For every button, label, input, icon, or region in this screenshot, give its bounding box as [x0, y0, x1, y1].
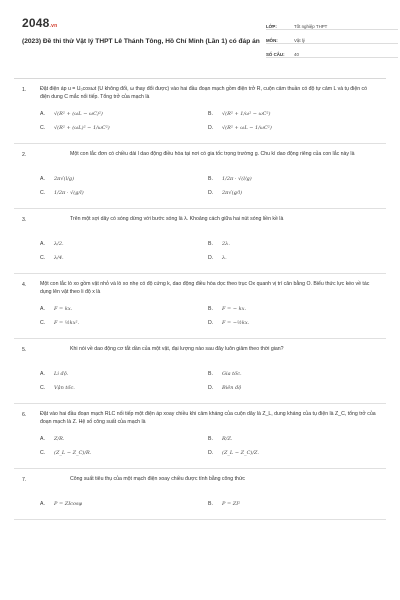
answer-option[interactable]: [208, 434, 376, 444]
question-number: 1.: [22, 86, 27, 93]
answer-option[interactable]: [208, 109, 376, 119]
option-text: λ/2.: [54, 240, 64, 247]
option-text: 2λ.: [222, 240, 230, 247]
option-letter: D.: [208, 449, 214, 456]
answer-option[interactable]: [40, 188, 208, 198]
question-item: [14, 79, 386, 144]
option-letter: A.: [40, 240, 45, 247]
option-letter: D.: [208, 189, 214, 196]
question-item: [14, 144, 386, 209]
meta-row: [266, 32, 398, 44]
option-letter: A.: [40, 110, 45, 117]
option-letter: D.: [208, 254, 214, 261]
question-number: 4.: [22, 281, 27, 288]
answer-option[interactable]: [208, 318, 376, 328]
option-letter: B.: [208, 240, 213, 247]
answer-option[interactable]: [40, 123, 208, 133]
answer-option[interactable]: [208, 448, 376, 458]
answer-option[interactable]: [40, 499, 208, 509]
option-text: 2π√(g/l): [222, 189, 243, 196]
option-letter: B.: [208, 435, 213, 442]
answer-option[interactable]: [40, 174, 208, 184]
logo-text: 2048: [22, 16, 50, 30]
question-item: [14, 469, 386, 520]
option-letter: C.: [40, 189, 46, 196]
option-letter: C.: [40, 449, 46, 456]
option-text: Biên độ: [222, 384, 242, 391]
question-text: Đặt vào hai đầu đoạn mạch RLC nối tiếp một điện áp xoay chiều khi cảm kháng của cuộn dây là Z_L, dung kháng của tụ điện là Z_C, tổng trở của đoạn mạch là Z. Hệ số công suất của mạch là: [40, 410, 376, 426]
answer-option[interactable]: [208, 383, 376, 393]
answer-options: [40, 434, 376, 458]
answer-option[interactable]: [208, 239, 376, 249]
answer-option[interactable]: [40, 369, 208, 379]
question-text: Một con lắc lò xo gồm vật nhỏ và lò xo nhẹ có độ cứng k, dao động điều hòa dọc theo trục Ox quanh vị trí cân bằng O. Biểu thức lực kéo về tác dụng lên vật theo li độ x là: [40, 280, 370, 296]
question-item: [14, 339, 386, 404]
option-text: √(R² + (ωL − ωC)²): [54, 110, 103, 117]
answer-option[interactable]: [40, 383, 208, 393]
logo-suffix: .vn: [49, 23, 58, 29]
option-letter: D.: [208, 319, 214, 326]
option-letter: B.: [208, 305, 213, 312]
answer-option[interactable]: [208, 123, 376, 133]
question-list: [14, 79, 386, 520]
answer-option[interactable]: [40, 318, 208, 328]
answer-option[interactable]: [40, 448, 208, 458]
option-text: λ/4.: [54, 254, 64, 261]
question-item: [14, 404, 386, 469]
question-number: 6.: [22, 411, 27, 418]
option-letter: A.: [40, 500, 45, 507]
option-text: F = kx.: [54, 305, 73, 312]
answer-option[interactable]: [208, 499, 376, 509]
answer-option[interactable]: [40, 109, 208, 119]
option-text: (Z_L − Z_C)/Z.: [222, 449, 260, 456]
option-letter: C.: [40, 124, 46, 131]
site-logo[interactable]: [22, 16, 57, 30]
question-number: 2.: [22, 151, 27, 158]
option-letter: A.: [40, 435, 45, 442]
meta-value: Tốt nghiệp THPT: [294, 24, 328, 29]
question-item: [14, 274, 386, 339]
option-text: Li độ.: [54, 370, 69, 377]
option-letter: A.: [40, 305, 45, 312]
meta-row: [266, 18, 398, 30]
option-text: 1/2π · √(l/g): [222, 175, 252, 182]
option-letter: A.: [40, 175, 45, 182]
question-text: Công suất tiêu thụ của một mạch điện xoay chiều được tính bằng công thức: [70, 475, 246, 482]
option-letter: B.: [208, 500, 213, 507]
meta-key: SỐ CÂU:: [266, 52, 285, 57]
option-text: √(R² + (ωL)² − 1/ωC²): [54, 124, 110, 131]
option-text: 1/2π · √(g/l): [54, 189, 84, 196]
question-number: 7.: [22, 476, 27, 483]
answer-option[interactable]: [208, 174, 376, 184]
answer-option[interactable]: [208, 304, 376, 314]
meta-value: Vật lý: [294, 38, 305, 43]
answer-options: [40, 499, 376, 509]
answer-options: [40, 109, 376, 133]
exam-meta: [266, 18, 398, 60]
option-text: Gia tốc.: [222, 370, 242, 377]
question-number: 5.: [22, 346, 27, 353]
answer-option[interactable]: [208, 253, 376, 263]
option-letter: C.: [40, 319, 46, 326]
meta-key: LỚP:: [266, 24, 277, 29]
option-text: R/Z.: [222, 435, 233, 442]
answer-option[interactable]: [40, 253, 208, 263]
meta-value: 40: [294, 52, 299, 57]
option-text: F = ½kx².: [54, 319, 80, 326]
answer-option[interactable]: [40, 304, 208, 314]
answer-option[interactable]: [40, 434, 208, 444]
option-text: √(R² + ωL − 1/ωC²): [222, 124, 272, 131]
question-text: Đặt điện áp u = U₀cosωt (U không đổi, ω thay đổi được) vào hai đầu đoạn mạch gồm điện trở R, cuộn cảm thuần có độ tự cảm L và tụ điện có điện dung C mắc nối tiếp. Tổng trở của mạch là: [40, 85, 368, 101]
option-letter: D.: [208, 384, 214, 391]
option-text: (Z_L − Z_C)/R.: [54, 449, 92, 456]
page-title: (2023) Đề thi thử Vật lý THPT Lê Thánh Tông, Hồ Chí Minh (Lần 1) có đáp án: [22, 38, 260, 45]
option-letter: B.: [208, 110, 213, 117]
option-letter: B.: [208, 370, 213, 377]
answer-options: [40, 174, 376, 198]
answer-options: [40, 239, 376, 263]
meta-row: [266, 46, 398, 58]
question-text: Trên một sợi dây có sóng dừng với bước sóng là λ. Khoảng cách giữa hai nút sóng liền kề là: [70, 215, 284, 222]
option-letter: C.: [40, 254, 46, 261]
option-letter: B.: [208, 175, 213, 182]
option-text: P = ZI²: [222, 500, 241, 507]
option-letter: A.: [40, 370, 45, 377]
question-number: 3.: [22, 216, 27, 223]
option-text: Z/R.: [54, 435, 65, 442]
option-text: F = −½kx.: [222, 319, 250, 326]
option-text: P = ZIcosφ: [54, 500, 83, 507]
option-text: 2π√(l/g): [54, 175, 75, 182]
question-text: Khi nói về dao động cơ tắt dần của một vật, đại lượng nào sau đây luôn giảm theo thời gian?: [70, 345, 284, 352]
option-letter: D.: [208, 124, 214, 131]
question-item: [14, 209, 386, 274]
question-text: Một con lắc đơn có chiều dài l dao động điều hòa tại nơi có gia tốc trọng trường g. Chu kì dao động riêng của con lắc này là: [70, 150, 355, 157]
document-header: [14, 14, 386, 78]
meta-key: MÔN:: [266, 38, 278, 43]
answer-option[interactable]: [40, 239, 208, 249]
answer-options: [40, 304, 376, 328]
answer-option[interactable]: [208, 369, 376, 379]
option-text: Vận tốc.: [54, 384, 75, 391]
option-text: √(R² + 1/ω² − ωC²): [222, 110, 271, 117]
answer-options: [40, 369, 376, 393]
answer-option[interactable]: [208, 188, 376, 198]
option-text: F = − kx.: [222, 305, 247, 312]
option-letter: C.: [40, 384, 46, 391]
option-text: λ.: [222, 254, 227, 261]
